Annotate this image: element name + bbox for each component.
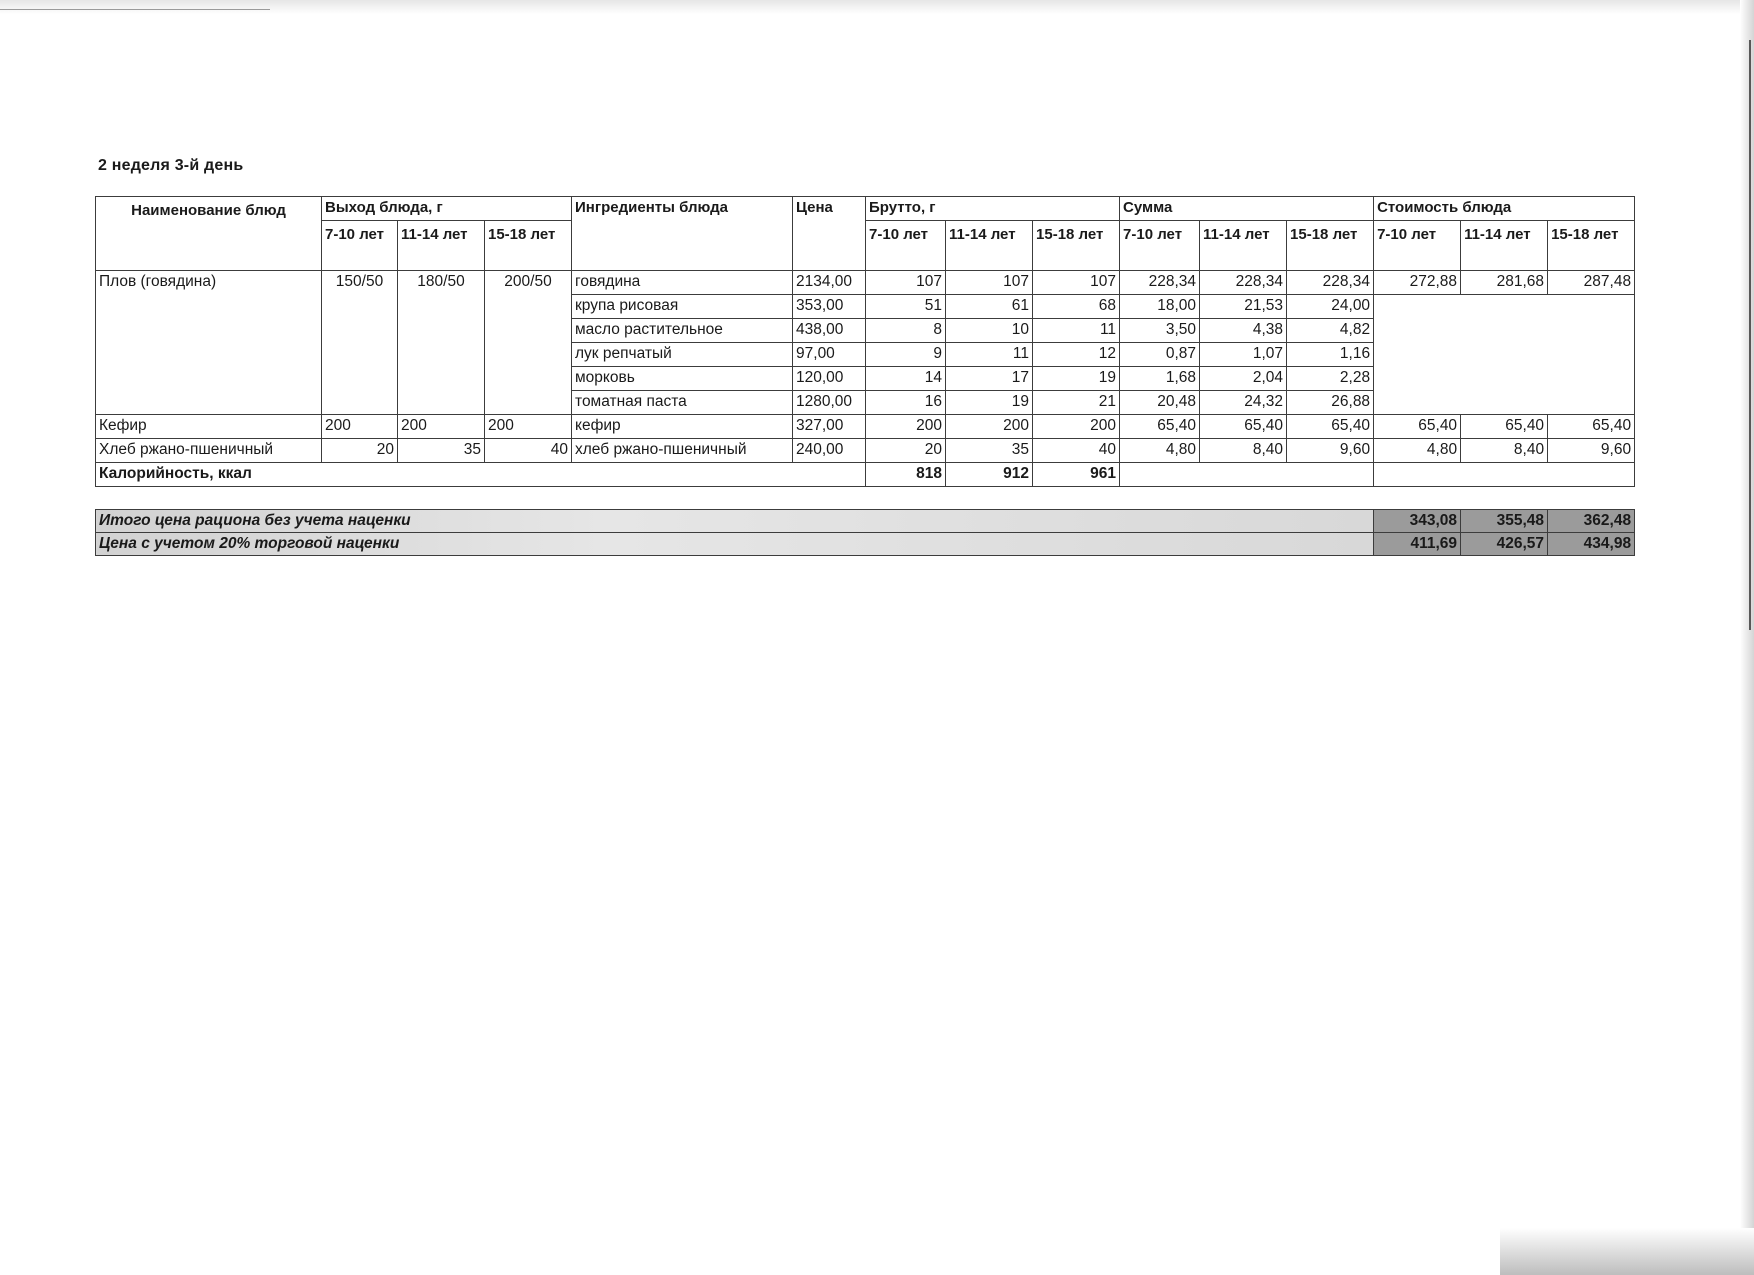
table-row <box>96 439 1635 463</box>
sum-value: 2,04 <box>1200 367 1287 391</box>
yield-value: 20 <box>322 439 398 463</box>
gross-value: 12 <box>1033 343 1120 367</box>
ingredient-price: 2134,00 <box>793 271 866 295</box>
gross-value: 200 <box>1033 415 1120 439</box>
gross-value: 107 <box>1033 271 1120 295</box>
age-header: 7-10 лет <box>866 221 946 271</box>
document-title: 2 неделя 3-й день <box>98 157 244 174</box>
sum-value: 65,40 <box>1287 415 1374 439</box>
ingredient-price: 240,00 <box>793 439 866 463</box>
calories-label: Калорийность, ккал <box>96 463 866 487</box>
gross-value: 51 <box>866 295 946 319</box>
sum-value: 2,28 <box>1287 367 1374 391</box>
total-with-markup-value: 426,57 <box>1461 533 1548 556</box>
age-header: 15-18 лет <box>485 221 572 271</box>
total-no-markup-value: 355,48 <box>1461 510 1548 533</box>
dish-name: Плов (говядина) <box>96 271 322 415</box>
scan-shadow-bottom <box>1500 1228 1754 1275</box>
spacer-row <box>96 487 1635 510</box>
gross-value: 20 <box>866 439 946 463</box>
sum-value: 9,60 <box>1287 439 1374 463</box>
cost-value: 65,40 <box>1374 415 1461 439</box>
age-header: 11-14 лет <box>1461 221 1548 271</box>
ingredient-name: говядина <box>572 271 793 295</box>
cost-value: 4,80 <box>1374 439 1461 463</box>
age-header: 15-18 лет <box>1033 221 1120 271</box>
dish-name: Кефир <box>96 415 322 439</box>
yield-value: 35 <box>398 439 485 463</box>
yield-value: 180/50 <box>398 271 485 415</box>
scan-line-right <box>1749 40 1751 630</box>
ingredient-name: хлеб ржано-пшеничный <box>572 439 793 463</box>
gross-value: 107 <box>946 271 1033 295</box>
scan-edge-right <box>1740 0 1754 1275</box>
age-header: 7-10 лет <box>1374 221 1461 271</box>
sum-value: 21,53 <box>1200 295 1287 319</box>
calories-row <box>96 463 1635 487</box>
gross-value: 19 <box>946 391 1033 415</box>
ingredient-name: морковь <box>572 367 793 391</box>
yield-value: 200 <box>398 415 485 439</box>
calories-empty-cell <box>1120 463 1374 487</box>
ingredient-price: 120,00 <box>793 367 866 391</box>
sum-value: 228,34 <box>1200 271 1287 295</box>
gross-value: 8 <box>866 319 946 343</box>
sum-value: 3,50 <box>1120 319 1200 343</box>
header-cost: Стоимость блюда <box>1374 197 1635 221</box>
sum-value: 20,48 <box>1120 391 1200 415</box>
total-no-markup-value: 343,08 <box>1374 510 1461 533</box>
gross-value: 16 <box>866 391 946 415</box>
sum-value: 24,00 <box>1287 295 1374 319</box>
spacer-cell <box>96 487 1635 510</box>
total-no-markup-value: 362,48 <box>1548 510 1635 533</box>
total-row <box>96 510 1635 533</box>
sum-value: 65,40 <box>1200 415 1287 439</box>
cost-empty-cell <box>1374 295 1635 415</box>
gross-value: 10 <box>946 319 1033 343</box>
gross-value: 107 <box>866 271 946 295</box>
gross-value: 200 <box>866 415 946 439</box>
age-header: 7-10 лет <box>1120 221 1200 271</box>
gross-value: 11 <box>946 343 1033 367</box>
sum-value: 4,38 <box>1200 319 1287 343</box>
age-header: 7-10 лет <box>322 221 398 271</box>
table-row <box>96 271 1635 295</box>
ingredient-price: 97,00 <box>793 343 866 367</box>
scan-edge-top <box>0 0 1754 14</box>
sum-value: 18,00 <box>1120 295 1200 319</box>
age-header: 11-14 лет <box>398 221 485 271</box>
header-price: Цена <box>793 197 866 271</box>
cost-value: 281,68 <box>1461 271 1548 295</box>
total-with-markup-value: 411,69 <box>1374 533 1461 556</box>
gross-value: 40 <box>1033 439 1120 463</box>
gross-value: 9 <box>866 343 946 367</box>
cost-value: 65,40 <box>1461 415 1548 439</box>
calories-value: 818 <box>866 463 946 487</box>
yield-value: 200 <box>485 415 572 439</box>
cost-value: 8,40 <box>1461 439 1548 463</box>
sum-value: 0,87 <box>1120 343 1200 367</box>
ingredient-name: крупа рисовая <box>572 295 793 319</box>
cost-value: 9,60 <box>1548 439 1635 463</box>
header-row <box>96 197 1635 221</box>
scan-line-top <box>0 9 270 10</box>
sum-value: 1,16 <box>1287 343 1374 367</box>
gross-value: 17 <box>946 367 1033 391</box>
sum-value: 1,68 <box>1120 367 1200 391</box>
total-with-markup-label: Цена с учетом 20% торговой наценки <box>96 533 1374 556</box>
ingredient-name: томатная паста <box>572 391 793 415</box>
yield-value: 150/50 <box>322 271 398 415</box>
ingredient-price: 353,00 <box>793 295 866 319</box>
gross-value: 68 <box>1033 295 1120 319</box>
ingredient-price: 438,00 <box>793 319 866 343</box>
gross-value: 21 <box>1033 391 1120 415</box>
total-markup-row <box>96 533 1635 556</box>
dish-name: Хлеб ржано-пшеничный <box>96 439 322 463</box>
sum-value: 4,80 <box>1120 439 1200 463</box>
header-age-row <box>96 221 1635 271</box>
cost-value: 65,40 <box>1548 415 1635 439</box>
table-row <box>96 415 1635 439</box>
age-header: 11-14 лет <box>1200 221 1287 271</box>
total-with-markup-value: 434,98 <box>1548 533 1635 556</box>
gross-value: 200 <box>946 415 1033 439</box>
cost-value: 272,88 <box>1374 271 1461 295</box>
age-header: 11-14 лет <box>946 221 1033 271</box>
yield-value: 200/50 <box>485 271 572 415</box>
sum-value: 24,32 <box>1200 391 1287 415</box>
header-sum: Сумма <box>1120 197 1374 221</box>
sum-value: 26,88 <box>1287 391 1374 415</box>
ingredient-name: лук репчатый <box>572 343 793 367</box>
cost-value: 287,48 <box>1548 271 1635 295</box>
gross-value: 35 <box>946 439 1033 463</box>
sum-value: 8,40 <box>1200 439 1287 463</box>
gross-value: 11 <box>1033 319 1120 343</box>
calories-empty-cell <box>1374 463 1635 487</box>
ingredient-name: масло растительное <box>572 319 793 343</box>
sum-value: 228,34 <box>1120 271 1200 295</box>
header-ingredients: Ингредиенты блюда <box>572 197 793 271</box>
total-no-markup-label: Итого цена рациона без учета наценки <box>96 510 1374 533</box>
sum-value: 4,82 <box>1287 319 1374 343</box>
calories-value: 961 <box>1033 463 1120 487</box>
menu-cost-table <box>95 196 1635 556</box>
yield-value: 40 <box>485 439 572 463</box>
age-header: 15-18 лет <box>1548 221 1635 271</box>
age-header: 15-18 лет <box>1287 221 1374 271</box>
sum-value: 1,07 <box>1200 343 1287 367</box>
gross-value: 19 <box>1033 367 1120 391</box>
gross-value: 61 <box>946 295 1033 319</box>
sum-value: 65,40 <box>1120 415 1200 439</box>
header-yield: Выход блюда, г <box>322 197 572 221</box>
ingredient-name: кефир <box>572 415 793 439</box>
yield-value: 200 <box>322 415 398 439</box>
sum-value: 228,34 <box>1287 271 1374 295</box>
calories-value: 912 <box>946 463 1033 487</box>
gross-value: 14 <box>866 367 946 391</box>
ingredient-price: 327,00 <box>793 415 866 439</box>
header-dish: Наименование блюд <box>96 197 322 271</box>
header-gross: Брутто, г <box>866 197 1120 221</box>
ingredient-price: 1280,00 <box>793 391 866 415</box>
